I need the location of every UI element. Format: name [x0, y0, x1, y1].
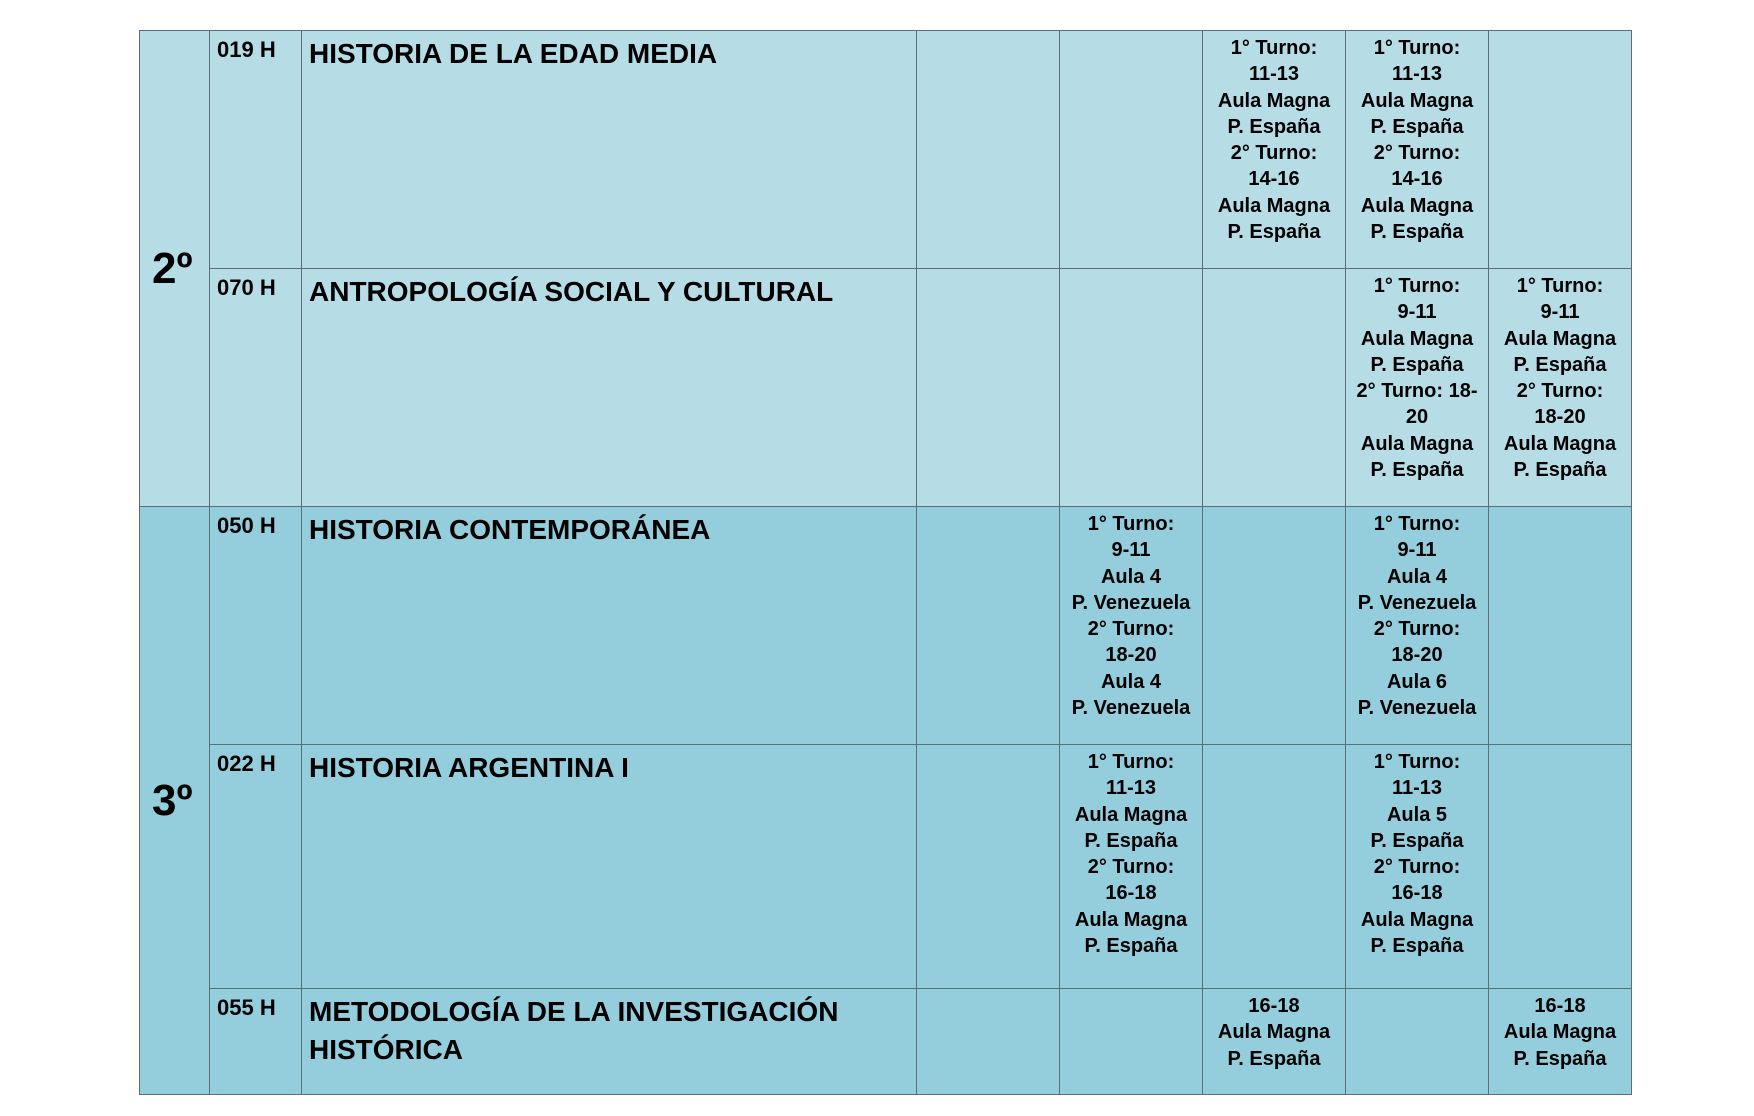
schedule-line: P. España	[1370, 459, 1464, 482]
schedule-line: P. España	[1370, 829, 1464, 852]
course-row	[140, 31, 1632, 269]
course-row	[140, 989, 1632, 1095]
schedule-line: Aula Magna	[1360, 194, 1474, 217]
schedule-line: Aula Magna	[1217, 1021, 1331, 1044]
schedule-line: P. España	[1370, 935, 1464, 958]
course-code: 019 H	[210, 31, 302, 269]
schedule-slot	[1489, 745, 1632, 989]
schedule-slot	[1060, 31, 1203, 269]
schedule-slot	[1203, 31, 1346, 269]
schedule-line: 2° Turno:	[1087, 856, 1175, 879]
schedule-table	[139, 30, 1632, 1095]
schedule-line: 1° Turno:	[1373, 37, 1461, 59]
schedule-line: 2° Turno:	[1373, 142, 1461, 165]
schedule-line: P. España	[1513, 353, 1607, 376]
schedule-slot	[1060, 989, 1203, 1095]
schedule-line: P. España	[1084, 935, 1178, 958]
schedule-line: 11-13	[1248, 63, 1300, 86]
course-code: 055 H	[210, 989, 302, 1095]
schedule-line: Aula Magna	[1503, 327, 1617, 350]
course-name: METODOLOGÍA DE LA INVESTIGACIÓN HISTÓRICA	[302, 989, 917, 1095]
schedule-slot	[1060, 745, 1203, 989]
schedule-slot	[1346, 31, 1489, 269]
schedule-slot	[917, 507, 1060, 745]
schedule-slot	[1346, 269, 1489, 507]
schedule-line: 2° Turno: 18-	[1356, 380, 1478, 403]
schedule-line: P. España	[1370, 353, 1464, 376]
schedule-line: 9-11	[1111, 539, 1151, 562]
year-label: 3º	[152, 775, 193, 825]
schedule-line: 1° Turno:	[1516, 275, 1604, 297]
schedule-line: Aula 4	[1100, 565, 1162, 588]
course-name: ANTROPOLOGÍA SOCIAL Y CULTURAL	[302, 269, 917, 507]
year-cell	[140, 507, 210, 1095]
schedule-line: 2° Turno:	[1230, 142, 1318, 165]
schedule-line: 11-13	[1105, 777, 1157, 800]
course-code: 070 H	[210, 269, 302, 507]
schedule-line: 18-20	[1391, 644, 1443, 667]
schedule-line: Aula Magna	[1217, 89, 1331, 112]
schedule-line: Aula 4	[1386, 565, 1448, 588]
schedule-line: 1° Turno:	[1373, 513, 1461, 535]
course-row	[140, 745, 1632, 989]
schedule-slot	[917, 31, 1060, 269]
schedule-line: 20	[1405, 406, 1429, 429]
schedule-line: 14-16	[1391, 168, 1443, 191]
course-name: HISTORIA CONTEMPORÁNEA	[302, 507, 917, 745]
schedule-line: P. España	[1370, 221, 1464, 244]
schedule-line: P. España	[1227, 1047, 1321, 1070]
schedule-line: Aula Magna	[1360, 432, 1474, 455]
schedule-line: P. España	[1227, 221, 1321, 244]
schedule-line: Aula Magna	[1503, 432, 1617, 455]
schedule-line: Aula Magna	[1074, 803, 1188, 826]
schedule-line: 16-18	[1105, 882, 1157, 905]
schedule-line: 16-18	[1534, 995, 1586, 1017]
schedule-line: 18-20	[1534, 406, 1586, 429]
schedule-slot	[1060, 507, 1203, 745]
schedule-line: P. Venezuela	[1357, 591, 1477, 614]
schedule-line: 9-11	[1397, 539, 1437, 562]
year-label: 2º	[152, 243, 193, 293]
schedule-slot	[917, 745, 1060, 989]
course-row	[140, 507, 1632, 745]
schedule-line: Aula Magna	[1360, 908, 1474, 931]
schedule-slot	[1346, 989, 1489, 1095]
schedule-line: 16-18	[1248, 995, 1300, 1017]
schedule-line: P. Venezuela	[1357, 697, 1477, 720]
course-code: 022 H	[210, 745, 302, 989]
schedule-line: 11-13	[1391, 63, 1443, 86]
schedule-line: 2° Turno:	[1373, 856, 1461, 879]
schedule-line: 14-16	[1248, 168, 1300, 191]
schedule-line: P. Venezuela	[1071, 591, 1191, 614]
schedule-line: 1° Turno:	[1230, 37, 1318, 59]
schedule-slot	[1346, 745, 1489, 989]
schedule-line: 11-13	[1391, 777, 1443, 800]
schedule-line: P. España	[1513, 459, 1607, 482]
schedule-line: 9-11	[1540, 301, 1580, 324]
schedule-line: P. España	[1370, 115, 1464, 138]
schedule-line: P. España	[1513, 1047, 1607, 1070]
schedule-line: P. Venezuela	[1071, 697, 1191, 720]
course-name: HISTORIA DE LA EDAD MEDIA	[302, 31, 917, 269]
schedule-line: 1° Turno:	[1087, 513, 1175, 535]
schedule-line: P. España	[1227, 115, 1321, 138]
schedule-slot	[1489, 269, 1632, 507]
schedule-slot	[1203, 989, 1346, 1095]
schedule-line: 16-18	[1391, 882, 1443, 905]
schedule-line: 2° Turno:	[1516, 380, 1604, 403]
schedule-line: Aula 5	[1386, 803, 1448, 826]
course-name: HISTORIA ARGENTINA I	[302, 745, 917, 989]
schedule-slot	[1489, 31, 1632, 269]
schedule-slot	[1346, 507, 1489, 745]
schedule-slot	[1060, 269, 1203, 507]
schedule-line: 2° Turno:	[1373, 618, 1461, 641]
schedule-slot	[1203, 269, 1346, 507]
schedule-slot	[1489, 989, 1632, 1095]
schedule-slot	[1203, 745, 1346, 989]
course-row	[140, 269, 1632, 507]
schedule-line: P. España	[1084, 829, 1178, 852]
schedule-line: 1° Turno:	[1087, 751, 1175, 773]
schedule-line: Aula Magna	[1503, 1021, 1617, 1044]
schedule-line: Aula 6	[1386, 670, 1448, 693]
year-cell	[140, 31, 210, 507]
schedule-line: 1° Turno:	[1373, 275, 1461, 297]
schedule-slot	[917, 989, 1060, 1095]
schedule-line: Aula Magna	[1074, 908, 1188, 931]
schedule-line: Aula Magna	[1360, 327, 1474, 350]
schedule-slot	[1489, 507, 1632, 745]
schedule-line: 18-20	[1105, 644, 1157, 667]
schedule-line: Aula Magna	[1217, 194, 1331, 217]
schedule-line: Aula 4	[1100, 670, 1162, 693]
course-code: 050 H	[210, 507, 302, 745]
schedule-line: Aula Magna	[1360, 89, 1474, 112]
schedule-slot	[917, 269, 1060, 507]
schedule-line: 9-11	[1397, 301, 1437, 324]
schedule-slot	[1203, 507, 1346, 745]
schedule-line: 1° Turno:	[1373, 751, 1461, 773]
schedule-line: 2° Turno:	[1087, 618, 1175, 641]
